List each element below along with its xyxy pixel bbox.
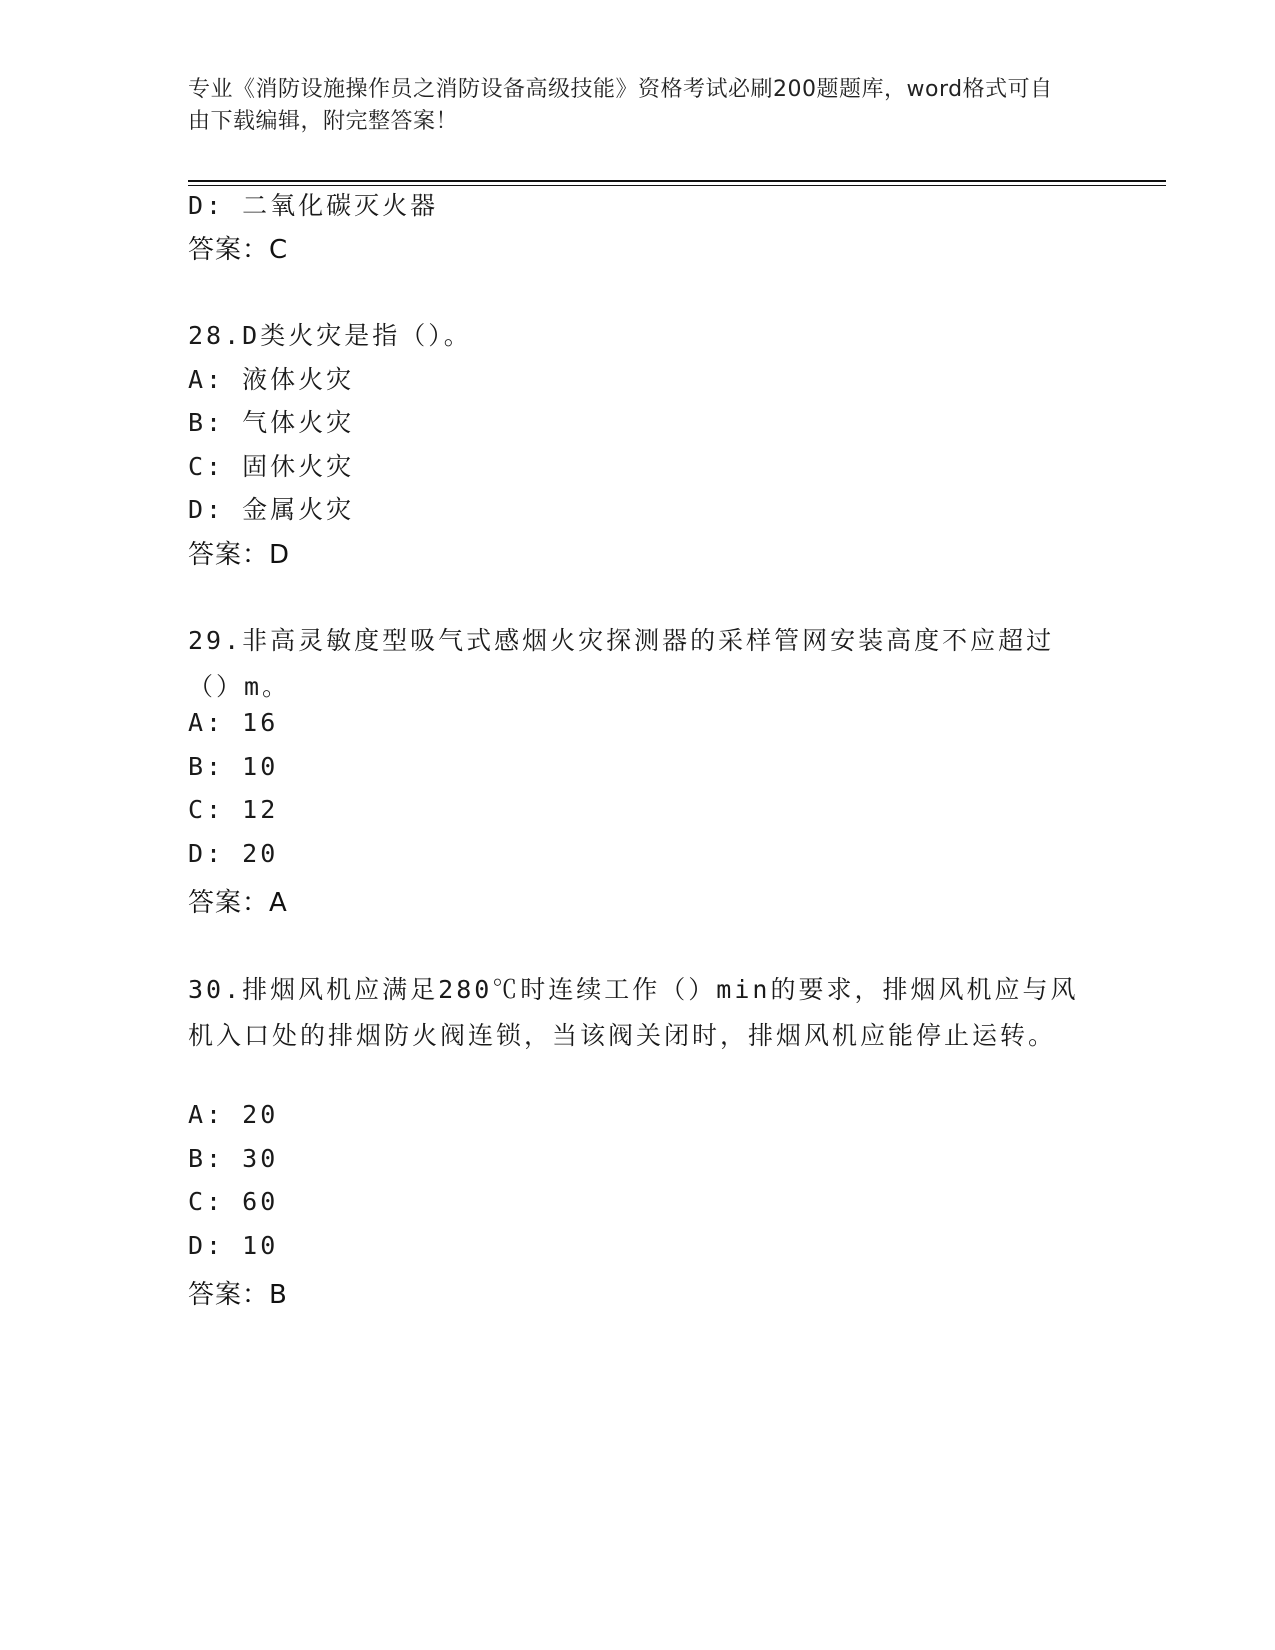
q28-answer: 答案：D: [188, 540, 291, 570]
q28-stem: 28.D类火灾是指（）。: [188, 321, 472, 350]
q28-option-a: A: 液体火灾: [188, 365, 355, 394]
q29-option-d: D: 20: [188, 839, 279, 868]
q29-option-b: B: 10: [188, 752, 279, 781]
q29-option-a: A: 16: [188, 708, 279, 737]
document-header: 专业《消防设施操作员之消防设备高级技能》资格考试必刷200题题库，word格式可自由下载编辑，附完整答案！: [188, 77, 1053, 134]
q30-option-b: B: 30: [188, 1144, 279, 1173]
q30-stem: 30.排烟风机应满足280℃时连续工作（）min的要求，排烟风机应与风机入口处的排烟防火阀连锁，当该阀关闭时，排烟风机应能停止运转。: [188, 975, 1079, 1050]
q28-option-d: D: 金属火灾: [188, 495, 355, 524]
q30-option-a: A: 20: [188, 1100, 279, 1129]
q30-answer: 答案：B: [188, 1280, 288, 1310]
q29-option-c: C: 12: [188, 795, 279, 824]
q30-option-c: C: 60: [188, 1187, 279, 1216]
q29-answer: 答案：A: [188, 888, 288, 918]
q29-stem: 29.非高灵敏度型吸气式感烟火灾探测器的采样管网安装高度不应超过（）m。: [188, 626, 1055, 701]
q28-option-c: C: 固休火灾: [188, 452, 355, 481]
q30-option-d: D: 10: [188, 1231, 279, 1260]
header-rule-thick: [188, 180, 1166, 182]
q28-option-b: B: 气体火灾: [188, 408, 355, 437]
prev-answer: 答案：C: [188, 235, 289, 265]
prev-option-d: D: 二氧化碳灭火器: [188, 191, 439, 220]
